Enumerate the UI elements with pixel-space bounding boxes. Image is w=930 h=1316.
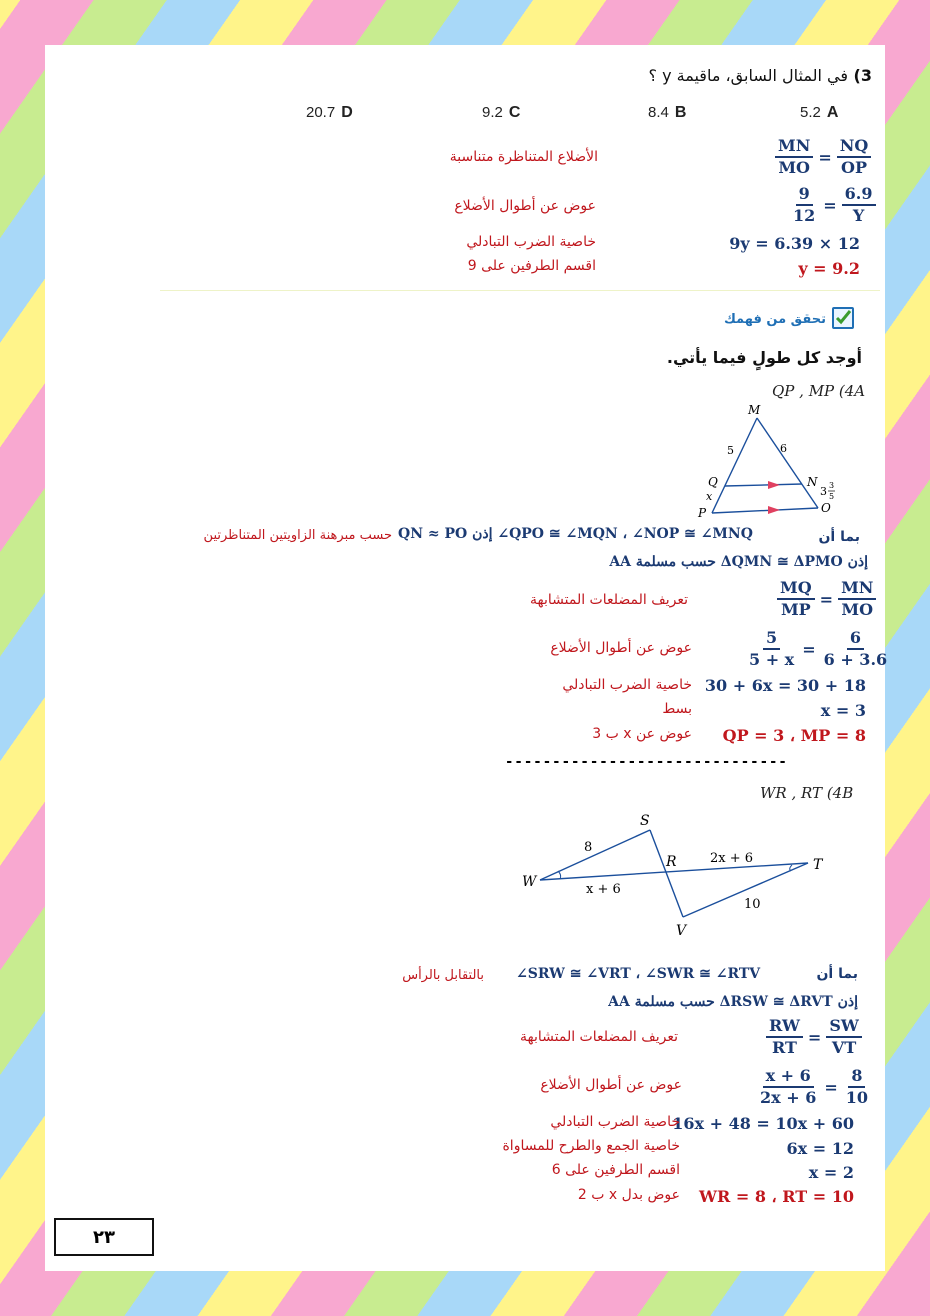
label-6: 6	[780, 442, 787, 455]
dashed-separator: ------------------------------	[505, 754, 788, 770]
label-mixed-den: 5	[829, 492, 835, 501]
label-mixed-num: 3	[829, 481, 835, 490]
label-r: R	[666, 854, 677, 870]
label-x: x	[706, 490, 713, 503]
choice-d[interactable]: 20.7 D	[306, 104, 353, 121]
statement-4b-1-prefix: بما أن	[816, 966, 858, 982]
label-5: 5	[727, 444, 734, 457]
parallel-arrow-po	[768, 506, 780, 514]
label-v: V	[676, 923, 687, 939]
equation-4a-cross: 30 + 6x = 30 + 18	[704, 676, 866, 695]
proportion-1: $\frac{MN}{MO}$ = $\frac{NQ}{OP}$	[775, 136, 871, 178]
proportion-4b-2: $\frac{x + 6}{2x + 6}$ = $\frac{8}{10}$	[760, 1066, 869, 1107]
check-icon	[832, 307, 854, 329]
side-ws	[540, 830, 650, 880]
proportion-2: $\frac{9}{12}$ = $\frac{6.9}{Y}$	[790, 184, 876, 226]
statement-4a-1-reason: حسب مبرهنة الزاويتين المتناظرتين	[203, 528, 392, 543]
label-m: M	[748, 403, 761, 417]
side-mp	[712, 418, 757, 513]
label-10: 10	[744, 897, 761, 912]
parallel-arrow-qn	[768, 481, 780, 489]
reason-4b-3: خاصية الضرب التبادلي	[550, 1114, 680, 1130]
equation-result: y = 9.2	[798, 259, 860, 278]
statement-4b-1-math: ∠SRW ≅ ∠VRT ، ∠SWR ≅ ∠RTV	[516, 966, 761, 982]
proportion-4b-1: $\frac{RW}{RT}$ = $\frac{SW}{VT}$	[766, 1016, 862, 1058]
side-qn	[725, 484, 802, 486]
equation-4b-cross: 16x + 48 = 10x + 60	[672, 1114, 854, 1133]
choice-c[interactable]: 9.2 C	[482, 104, 521, 121]
reason-4b-2: عوض عن أطوال الأضلاع	[540, 1077, 682, 1093]
label-8: 8	[584, 840, 593, 855]
label-s: S	[640, 813, 650, 829]
proportion-4a-2: $\frac{5}{5 + x}$ = $\frac{6}{6 + 3.6}$	[749, 628, 888, 669]
statement-4a-2: إذن ΔQMN ≅ ΔPMO حسب مسلمة AA	[609, 554, 868, 570]
reason-4a-3: خاصية الضرب التبادلي	[562, 677, 692, 693]
equation-4b-result: WR = 8 ، RT = 10	[699, 1187, 854, 1206]
proportion-4a-1: $\frac{MQ}{MP}$ = $\frac{MN}{MO}$	[777, 578, 876, 620]
label-n: N	[807, 475, 818, 489]
part-4b-label: WR , RT (4B	[760, 784, 854, 802]
reason-4b-1: تعريف المضلعات المتشابهة	[520, 1029, 678, 1045]
side-po	[712, 508, 818, 513]
side-mo	[757, 418, 818, 508]
choice-b[interactable]: 8.4 B	[648, 104, 687, 121]
reason-1: الأضلاع المتناظرة متناسبة	[449, 149, 598, 165]
reason-4: اقسم الطرفين على 9	[467, 258, 596, 274]
label-q: Q	[708, 475, 718, 489]
equation-cross: 9y = 6.39 × 12	[729, 234, 860, 253]
reason-4b-6: عوض بدل x ب 2	[577, 1187, 680, 1203]
label-x6: x + 6	[586, 882, 621, 897]
choice-a[interactable]: 5.2 A	[800, 104, 839, 121]
equation-4b-divide: x = 2	[808, 1163, 854, 1182]
reason-4b-5: اقسم الطرفين على 6	[551, 1162, 680, 1178]
label-p: P	[698, 506, 707, 520]
check-label: تحقق من فهمك	[723, 312, 826, 327]
question-3	[649, 66, 872, 85]
side-sv	[650, 830, 683, 917]
part-4a-label: QP , MP (4A	[772, 382, 866, 400]
reason-4a-4: بسط	[662, 701, 692, 717]
label-w: W	[522, 874, 537, 890]
equation-4a-result: QP = 3 ، MP = 8	[722, 726, 866, 745]
label-mixed-whole: 3	[820, 485, 827, 498]
statement-4b-2: إذن ΔRSW ≅ ΔRVT حسب مسلمة AA	[608, 994, 858, 1010]
reason-4b-4: خاصية الجمع والطرح للمساواة	[502, 1138, 680, 1154]
reason-4a-1: تعريف المضلعات المتشابهة	[530, 592, 688, 608]
triangle-figure-4a	[690, 400, 860, 520]
instruction: أوجد كل طولٍ فيما يأتي.	[666, 348, 862, 367]
equation-4a-simplify: x = 3	[820, 701, 866, 720]
page-number-box	[54, 1218, 154, 1256]
label-o: O	[821, 501, 831, 515]
divider-line	[160, 290, 880, 291]
statement-4a-1: بما أن	[818, 529, 860, 545]
label-2x6: 2x + 6	[710, 851, 754, 866]
reason-3: خاصية الضرب التبادلي	[466, 234, 596, 250]
reason-4a-5: عوض عن x ب 3	[592, 726, 692, 742]
bowtie-figure-4b	[510, 805, 840, 945]
equation-4b-add: 6x = 12	[786, 1139, 854, 1158]
statement-4a-1-math: QN ≈ PO إذن ∠QPO ≅ ∠MQN ، ∠NOP ≅ ∠MNQ	[398, 526, 753, 542]
question-text: في المثال السابق، ماقيمة y ؟	[648, 66, 848, 85]
reason-2: عوض عن أطوال الأضلاع	[454, 198, 596, 214]
question-number: 3)	[853, 66, 872, 85]
statement-4b-1-reason: بالتقابل بالرأس	[402, 968, 484, 983]
reason-4a-2: عوض عن أطوال الأضلاع	[550, 640, 692, 656]
page-number: ٢٣	[93, 1226, 115, 1248]
label-t: T	[813, 857, 823, 873]
